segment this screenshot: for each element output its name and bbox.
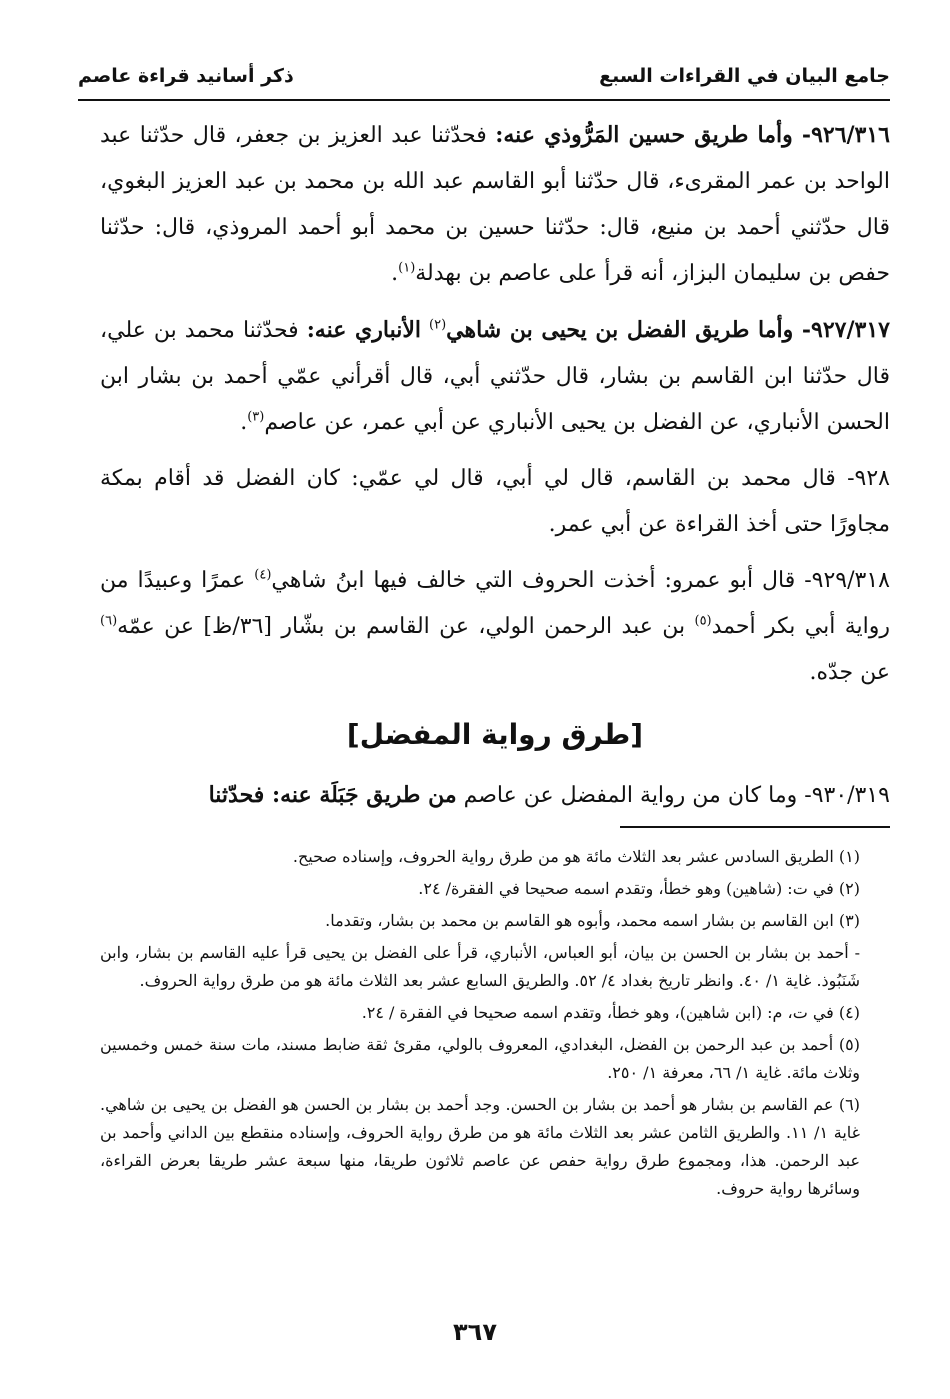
paragraph-lead: ٩٢٧/٣١٧- وأما طريق الفضل بن يحيى بن شاهي [446, 317, 890, 343]
paragraph-lead: ٩٢٦/٣١٦- وأما طريق حسين المَرُّوذي عنه: [495, 122, 890, 148]
paragraph-lead: من طريق جَبَلَة عنه: فحدّثنا [208, 782, 457, 808]
footnote-6: (٦) عم القاسم بن بشار هو أحمد بن بشار بن الحسن. وجد أحمد بن بشار بن الحسن هو الفضل بن يحيى بن شاهي. غاية ١/ ١١. والطريق الثامن عشر بعد الثلاث مائة هو من طرق رواية الحروف، وإسناده منقطع بين الداني وأحمد بن عبد الرحمن. هذا، ومجموع طرق رواية حفص عن عاصم ثلاثون طريقا، منها سبعة عشر طريقا بعرض القراءة، وسائرها رواية حروف. [100, 1095, 861, 1198]
paragraph-tail: . [391, 261, 399, 286]
footnote-ref[interactable]: (٢) [429, 317, 447, 333]
footnote-ref[interactable]: (٥) [694, 613, 712, 629]
paragraph-927 [100, 307, 890, 446]
footnote-2: (٢) في ت: (شاهين) وهو خطأ، وتقدم اسمه صحيحا في الفقرة/ ٢٤. [418, 879, 860, 898]
paragraph-body: ٩٣٠/٣١٩- وما كان من رواية المفضل عن عاصم [463, 783, 890, 808]
footnote-ref[interactable]: (٦) [100, 613, 118, 629]
footnote-4: (٤) في ت، م: (ابن شاهين)، وهو خطأ، وتقدم اسمه صحيحا في الفقرة / ٢٤. [361, 1003, 860, 1022]
page-number: ٣٦٧ [453, 1318, 497, 1346]
footnote-ref[interactable]: (٣) [247, 409, 265, 425]
book-title: جامع البيان في القراءات السبع [599, 65, 890, 87]
footnote-3-continued: - أحمد بن بشار بن الحسن بن بيان، أبو العباس، الأنباري، قرأ على الفضل بن يحيى قرأ عليه القاسم بن بشار، وابن شَنَبُوذ. غاية ١/ ٤٠. وانظر تاريخ بغداد ٤/ ٥٢. والطريق السابع عشر بعد الثلاث مائة هو من طرق رواية الحروف. [100, 943, 860, 990]
paragraph-930 [100, 772, 890, 819]
paragraph-928 [100, 456, 890, 548]
footnote-5: (٥) أحمد بن عبد الرحمن بن الفضل، البغدادي، المعروف بالولي، مقرئ ثقة ضابط مسند، مات سنة خمس وخمسين وثلاث مائة. غاية ١/ ٦٦، معرفة ١/ ٢٥٠. [100, 1035, 860, 1082]
paragraph-lead-continued: الأنباري عنه: [306, 317, 421, 343]
paragraph-body-continued: عن جدّه. [809, 660, 890, 685]
paragraph-929 [100, 558, 890, 696]
footnote-ref[interactable]: (١) [398, 260, 416, 276]
paragraph-body: فحدّثنا محمد بن علي، قال حدّثنا ابن القاسم بن بشار، قال حدّثني أبي، قال أقرأني عمّي أحمد بن بشار ابن الحسن الأنباري، عن الفضل بن يحيى الأنباري عن أبي عمر، عن عاصم [100, 318, 890, 435]
paragraph-body: ٩٢٩/٣١٨- قال أبو عمرو: أخذت الحروف التي خالف فيها ابنُ شاهي [271, 568, 890, 593]
paragraph-926 [100, 112, 890, 297]
section-title: [طرق رواية المفضل] [346, 718, 644, 751]
footnote-1: (١) الطريق السادس عشر بعد الثلاث مائة هو من طرق رواية الحروف، وإسناده صحيح. [292, 847, 860, 866]
paragraph-tail: . [240, 410, 248, 435]
paragraph-body: فحدّثنا عبد العزيز بن جعفر، قال حدّثنا عبد الواحد بن عمر المقرىء، قال حدّثنا أبو القاسم عبد الله بن محمد بن عبد العزيز البغوي، قال حدّثني أحمد بن منيع، قال: حدّثنا حسين بن محمد أبو أحمد المروذي، قال: حدّثنا حفص بن سليمان البزاز، أنه قرأ على عاصم بن بهدلة [100, 123, 890, 286]
main-text [100, 112, 890, 829]
header-divider [78, 99, 890, 101]
paragraph-body-continued: عمرًا وعبيدًا من رواية أبي بكر أحمد [100, 568, 890, 639]
footnote-3: (٣) ابن القاسم بن بشار اسمه محمد، وأبوه هو القاسم بن محمد بن بشار، وتقدما. [325, 911, 860, 930]
footnote-ref[interactable]: (٤) [254, 567, 272, 583]
paragraph-body-continued: بن عبد الرحمن الولي، عن القاسم بن بشّار [٣٦/ظ] عن عمّه [117, 614, 686, 639]
running-header [78, 58, 890, 94]
footnotes [100, 843, 860, 1207]
paragraph-body: ٩٢٨- قال محمد بن القاسم، قال لي أبي، قال لي عمّي: كان الفضل قد أقام بمكة مجاورًا حتى أخذ القراءة عن أبي عمر. [100, 466, 890, 537]
chapter-title: ذكر أسانيد قراءة عاصم [78, 65, 294, 87]
footnote-divider [620, 826, 890, 828]
